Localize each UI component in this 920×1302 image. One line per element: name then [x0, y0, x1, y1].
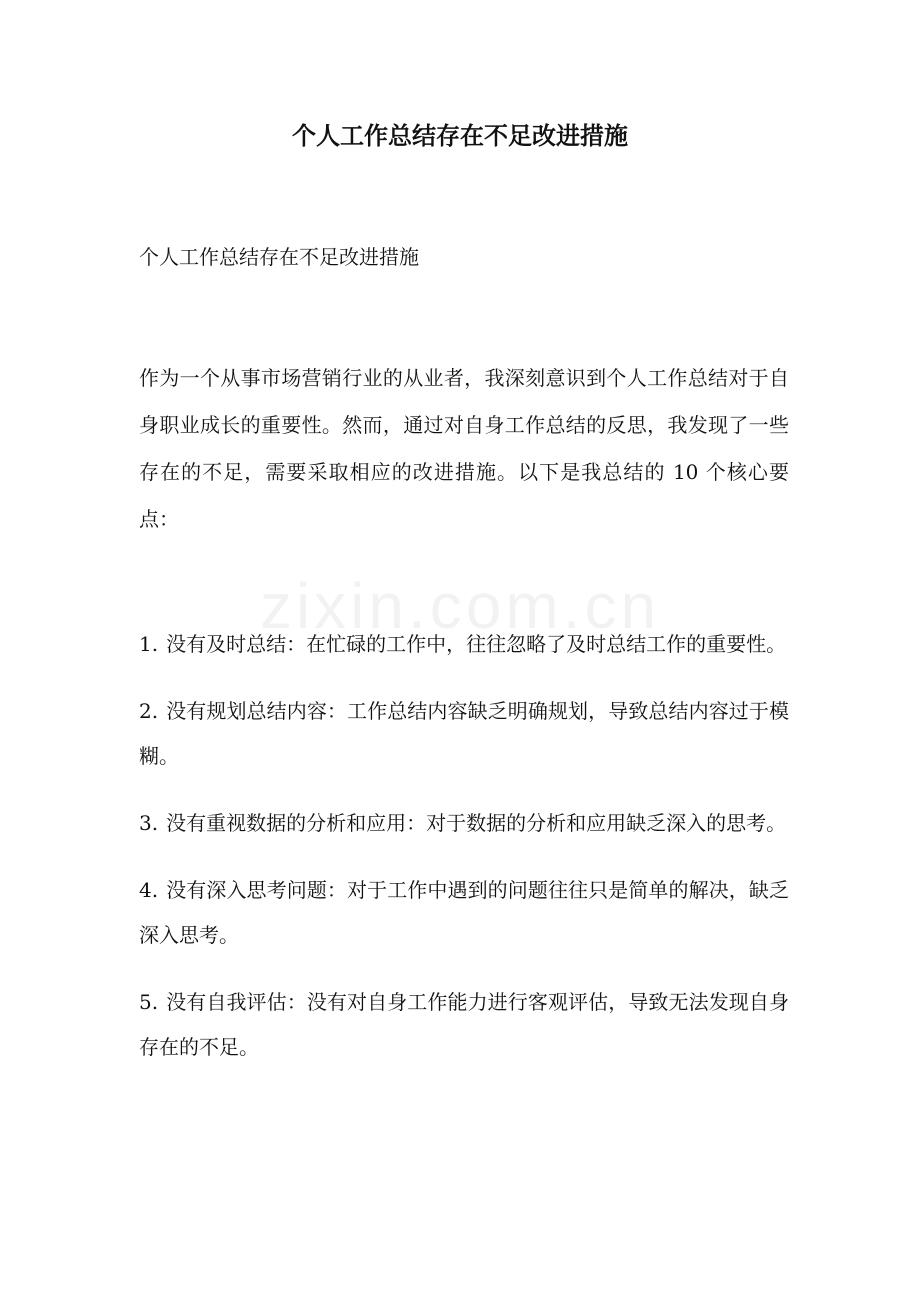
document-title: 个人工作总结存在不足改进措施 — [292, 121, 628, 150]
key-points-list — [139, 622, 789, 1092]
watermark: zixin.com.cn — [259, 570, 661, 642]
list-item — [139, 801, 789, 846]
list-item-number: 5. — [139, 990, 159, 1014]
list-item-text: 没有重视数据的分析和应用：对于数据的分析和应用缺乏深入的思考。 — [166, 811, 787, 835]
intro-paragraph: 作为一个从事市场营销行业的从业者，我深刻意识到个人工作总结对于自身职业成长的重要性。然而，通过对自身工作总结的反思，我发现了一些存在的不足，需要采取相应的改进措施。以下是我总结的 10 个核心要点： — [139, 366, 789, 531]
list-item — [139, 622, 789, 667]
list-item-number: 1. — [139, 632, 159, 656]
list-item-number: 3. — [139, 811, 159, 835]
list-item-text: 没有深入思考问题：对于工作中遇到的问题往往只是简单的解决，缺乏深入思考。 — [139, 878, 789, 947]
list-item — [139, 868, 789, 958]
document-subtitle: 个人工作总结存在不足改进措施 — [139, 245, 419, 269]
list-item-number: 2. — [139, 699, 159, 723]
list-item — [139, 689, 789, 779]
list-item-text: 没有规划总结内容：工作总结内容缺乏明确规划，导致总结内容过于模糊。 — [139, 699, 789, 768]
list-item — [139, 980, 789, 1070]
list-item-text: 没有及时总结：在忙碌的工作中，往往忽略了及时总结工作的重要性。 — [166, 632, 787, 656]
list-item-text: 没有自我评估：没有对自身工作能力进行客观评估，导致无法发现自身存在的不足。 — [139, 990, 789, 1059]
list-item-number: 4. — [139, 878, 159, 902]
